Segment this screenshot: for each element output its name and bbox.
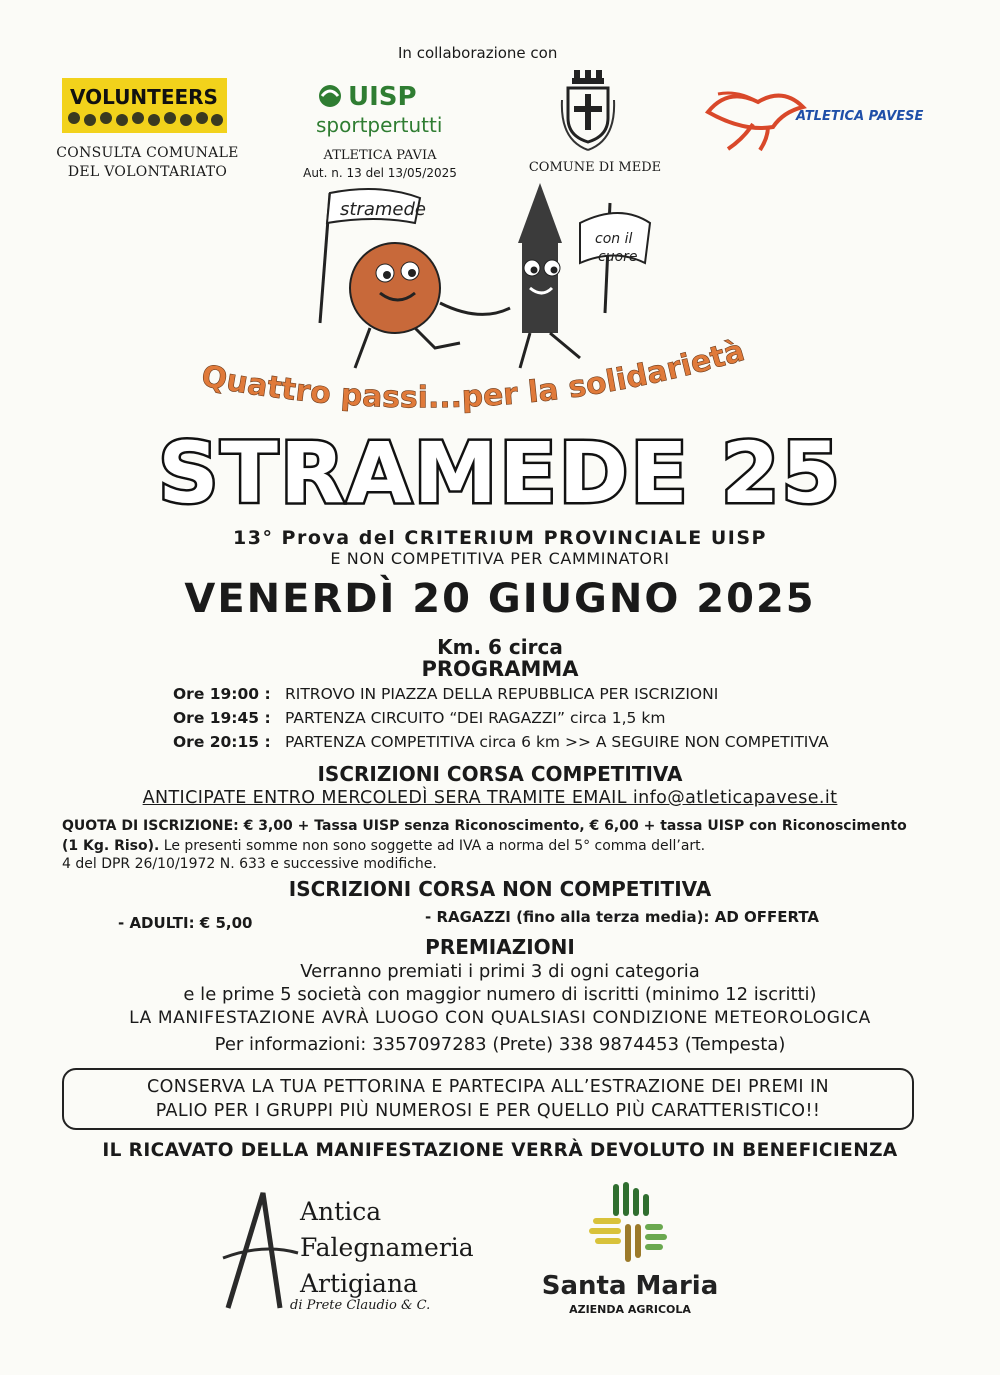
uisp-tagline: sportpertutti xyxy=(316,113,443,137)
collaboration-label: In collaborazione con xyxy=(398,44,558,62)
uisp-atletica-pavia: ATLETICA PAVIA xyxy=(323,148,437,163)
schedule-time: Ore 19:00 : xyxy=(173,685,271,703)
anticipate-email: ANTICIPATE ENTRO MERCOLEDÌ SERA TRAMITE EMAIL info@atleticapavese.it xyxy=(142,788,838,808)
comune-crest-icon xyxy=(558,70,618,152)
schedule-time: Ore 20:15 : xyxy=(173,733,271,751)
antica-owner: di Prete Claudio & C. xyxy=(290,1298,431,1313)
weather-notice: LA MANIFESTAZIONE AVRÀ LUOGO CON QUALSIASI CONDIZIONE METEOROLOGICA xyxy=(129,1008,871,1028)
uisp-logo xyxy=(310,78,450,138)
premiazioni-line1: Verranno premiati i primi 3 di ogni categoria xyxy=(300,961,700,982)
premiazioni-line2: e le prime 5 società con maggior numero di iscritti (minimo 12 iscritti) xyxy=(183,984,817,1005)
programma-heading: PROGRAMMA xyxy=(421,657,579,681)
premiazioni-heading: PREMIAZIONI xyxy=(425,935,575,959)
schedule-time: Ore 19:45 : xyxy=(173,709,271,727)
santa-maria-name: Santa Maria xyxy=(541,1271,719,1301)
quota-bold: QUOTA DI ISCRIZIONE: € 3,00 + Tassa UISP senza Riconoscimento, € 6,00 + tassa UISP con Riconoscimento (1 Kg. Riso). xyxy=(62,818,907,854)
volunteers-line2: DEL VOLONTARIATO xyxy=(67,164,228,180)
flag-cuore: cuore xyxy=(598,249,638,265)
title-text: STRAMEDE 25 xyxy=(158,424,842,522)
schedule-text: RITROVO IN PIAZZA DELLA REPUBBLICA PER ISCRIZIONI xyxy=(285,685,719,703)
uisp-authorization: Aut. n. 13 del 13/05/2025 xyxy=(303,166,457,180)
quota-iscrizione xyxy=(62,816,922,856)
volunteers-logo xyxy=(62,78,227,133)
pettorina-notice-box xyxy=(62,1068,914,1130)
quota-note: Le presenti somme non sono soggette ad IVA a norma del 5° comma dell’art. xyxy=(159,838,706,854)
antica-line3: Artigiana xyxy=(300,1269,418,1298)
criterium-subtitle: 13° Prova del CRITERIUM PROVINCIALE UISP xyxy=(233,527,767,549)
atletica-pavese-logo xyxy=(698,82,924,154)
contact-info: Per informazioni: 3357097283 (Prete) 338 9874453 (Tempesta) xyxy=(214,1034,786,1055)
event-date: VENERDÌ 20 GIUGNO 2025 xyxy=(184,576,816,622)
svg-text:Quattro passi...per la solidar xyxy=(199,333,749,415)
santa-maria-logo xyxy=(588,1183,668,1263)
volunteers-wordmark: VOLUNTEERS xyxy=(70,85,218,109)
schedule-text: PARTENZA COMPETITIVA circa 6 km >> A SEGUIRE NON COMPETITIVA xyxy=(285,733,829,751)
antica-line2: Falegnameria xyxy=(300,1233,474,1262)
iscrizioni-competitiva-heading: ISCRIZIONI CORSA COMPETITIVA xyxy=(317,762,683,786)
uisp-wordmark: UISP xyxy=(348,82,417,112)
antica-falegnameria-logo xyxy=(218,1188,298,1313)
dpr-note: 4 del DPR 26/10/1972 N. 633 e successive modifiche. xyxy=(62,856,437,872)
atletica-wordmark: ATLETICA PAVESE xyxy=(796,109,924,124)
santa-maria-sub: AZIENDA AGRICOLA xyxy=(569,1303,691,1316)
schedule-text: PARTENZA CIRCUITO “DEI RAGAZZI” circa 1,5 km xyxy=(285,709,666,727)
slogan-text: Quattro passi...per la solidarietà xyxy=(198,333,749,416)
antica-line1: Antica xyxy=(300,1197,382,1226)
volunteers-caption xyxy=(50,144,245,182)
box-line2: PALIO PER I GRUPPI PIÙ NUMEROSI E PER QUELLO PIÙ CARATTERISTICO!! xyxy=(155,1101,821,1121)
antica-falegnameria-name xyxy=(300,1194,474,1302)
charity-notice: IL RICAVATO DELLA MANIFESTAZIONE VERRÀ DEVOLUTO IN BENEFICIENZA xyxy=(102,1140,898,1161)
distance: Km. 6 circa xyxy=(437,635,563,659)
schedule-row xyxy=(173,685,718,703)
box-line1: CONSERVA LA TUA PETTORINA E PARTECIPA ALL’ESTRAZIONE DEI PREMI IN xyxy=(146,1077,829,1097)
ragazzi-fee: - RAGAZZI (fino alla terza media): AD OFFERTA xyxy=(425,908,820,926)
comune-name: COMUNE DI MEDE xyxy=(528,160,662,175)
noncompetitiva-subtitle: E NON COMPETITIVA PER CAMMINATORI xyxy=(330,549,670,568)
event-title xyxy=(150,420,850,525)
iscrizioni-noncompetitiva-heading: ISCRIZIONI CORSA NON COMPETITIVA xyxy=(288,877,712,901)
volunteers-line1: CONSULTA COMUNALE xyxy=(56,145,239,161)
flag-stramede: stramede xyxy=(340,199,426,220)
schedule-row xyxy=(173,733,829,751)
flag-con-il: con il xyxy=(595,231,633,247)
adulti-fee: - ADULTI: € 5,00 xyxy=(118,914,253,932)
schedule-row xyxy=(173,709,665,727)
